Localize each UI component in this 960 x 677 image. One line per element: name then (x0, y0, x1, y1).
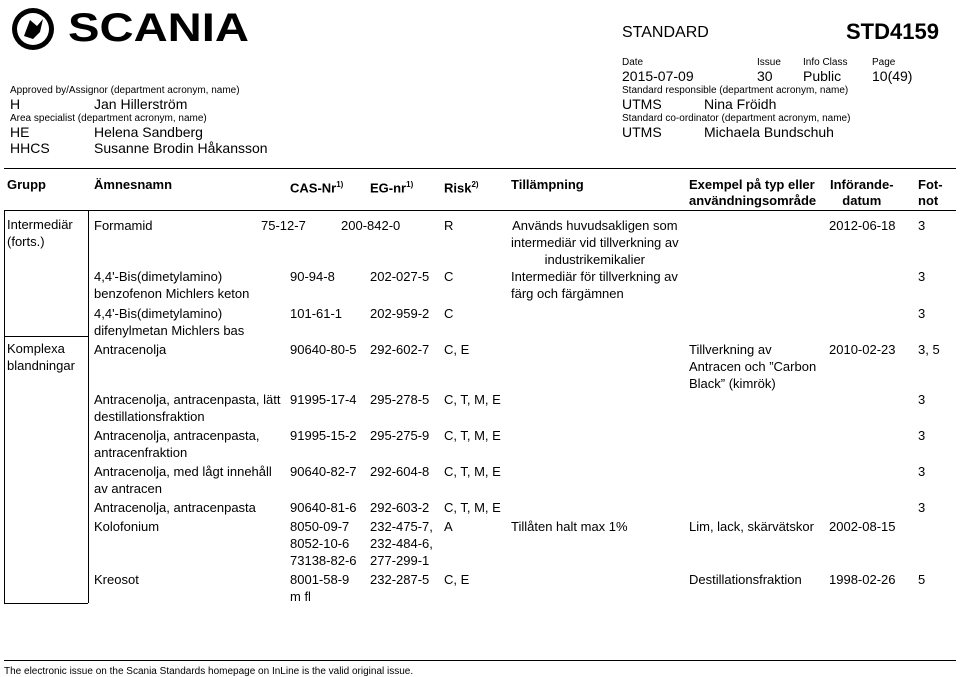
group-divider-rule (4, 336, 88, 337)
group-komplexa: Komplexa blandningar (7, 341, 75, 373)
scania-logo (10, 6, 249, 52)
specialist-1-name: Helena Sandberg (94, 124, 203, 140)
row-8-tillampning: Tillåten halt max 1% (511, 519, 628, 534)
coordinator-name: Michaela Bundschuh (704, 124, 834, 140)
row-9-datum: 1998-02-26 (829, 572, 896, 587)
doc-info-class: Public (803, 68, 842, 84)
row-1-name: 4,4'-Bis(dimetylamino) benzofenon Michlers keton (94, 269, 250, 301)
group-intermediar: Intermediär (forts.) (7, 217, 73, 249)
row-2-fotnot: 3 (918, 306, 926, 321)
row-9-eg: 232-287-5 (370, 572, 430, 587)
row-1-risk: C (444, 269, 454, 284)
row-7-eg: 292-603-2 (370, 500, 430, 515)
doc-type: STANDARD (622, 24, 709, 41)
row-5-cas: 91995-15-2 (290, 428, 357, 443)
row-3-exempel: Tillverkning av Antracen och ”Carbon Black” (kimrök) (689, 342, 817, 391)
group-bottom-rule (4, 603, 88, 604)
doc-issue: 30 (757, 68, 773, 84)
row-8-exempel: Lim, lack, skärvätskor (689, 519, 814, 534)
row-5-name: Antracenolja, antracenpasta, antracenfraktion (94, 428, 260, 460)
logo-wordmark: SCANIA (68, 6, 249, 50)
row-2-eg: 202-959-2 (370, 306, 430, 321)
row-0-cas: 75-12-7 (261, 218, 306, 233)
specialist-label: Area specialist (department acronym, name) (10, 113, 207, 124)
row-1-eg: 202-027-5 (370, 269, 430, 284)
row-0-risk: R (444, 218, 454, 233)
row-0-eg: 200-842-0 (341, 218, 401, 233)
table-top-rule (4, 168, 956, 169)
row-4-risk: C, T, M, E (444, 392, 501, 407)
row-6-fotnot: 3 (918, 464, 926, 479)
header-grupp: Grupp (7, 177, 46, 192)
doc-page: 10(49) (872, 68, 913, 84)
specialist-2-dept: HHCS (10, 140, 50, 156)
row-6-name: Antracenolja, med lågt innehåll av antracen (94, 464, 272, 496)
row-8-risk: A (444, 519, 453, 534)
header-cas-text: CAS-Nr (290, 180, 337, 196)
coordinator-label: Standard co-ordinator (department acronym, name) (622, 113, 851, 124)
row-9-exempel: Destillationsfraktion (689, 572, 802, 587)
approved-label: Approved by/Assignor (department acronym, name) (10, 85, 240, 96)
row-6-cas: 90640-82-7 (290, 464, 357, 479)
row-3-datum: 2010-02-23 (829, 342, 896, 357)
approved-dept: H (10, 96, 21, 112)
griffin-emblem-icon (10, 6, 60, 52)
row-8-eg: 232-475-7, 232-484-6, 277-299-1 (370, 519, 433, 568)
row-1-tillampning: Intermediär för tillverkning av färg och färgämnen (511, 269, 678, 301)
header-cas-sup: 1) (336, 180, 344, 189)
responsible-name: Nina Fröidh (704, 96, 777, 112)
row-9-fotnot: 5 (918, 572, 926, 587)
row-3-eg: 292-602-7 (370, 342, 430, 357)
responsible-label: Standard responsible (department acronym, name) (622, 85, 849, 96)
row-6-eg: 292-604-8 (370, 464, 430, 479)
row-4-fotnot: 3 (918, 392, 926, 407)
header-bottom-rule (4, 210, 956, 211)
page-label: Page (872, 57, 896, 68)
issue-label: Issue (757, 57, 781, 68)
row-2-cas: 101-61-1 (290, 306, 343, 321)
specialist-1-dept: HE (10, 124, 30, 140)
date-label: Date (622, 57, 644, 68)
group-left-border (4, 210, 5, 603)
footer-note: The electronic issue on the Scania Standards homepage on InLine is the valid original issue. (4, 666, 414, 677)
row-1-cas: 90-94-8 (290, 269, 335, 284)
doc-date: 2015-07-09 (622, 68, 694, 84)
info-class-label: Info Class (803, 57, 848, 68)
header-eg-sup: 1) (406, 180, 414, 189)
header-exempel: Exempel på typ eller användningsområde (689, 177, 817, 208)
header-amnesnamn: Ämnesnamn (94, 177, 173, 192)
header-eg-text: EG-nr (370, 180, 407, 196)
row-7-fotnot: 3 (918, 500, 926, 515)
header-risk (444, 177, 479, 196)
responsible-dept: UTMS (622, 96, 662, 112)
row-0-tillampning: Används huvudsakligen som intermediär vid tillverkning av industrikemikalier (511, 218, 679, 267)
row-3-fotnot: 3, 5 (918, 342, 940, 357)
row-3-risk: C, E (444, 342, 470, 357)
row-3-name: Antracenolja (94, 342, 167, 357)
row-0-datum: 2012-06-18 (829, 218, 896, 233)
row-0-fotnot: 3 (918, 218, 926, 233)
row-5-eg: 295-275-9 (370, 428, 430, 443)
group-right-border (88, 210, 89, 603)
approved-name: Jan Hillerström (94, 96, 188, 112)
doc-number: STD4159 (846, 19, 939, 44)
row-8-name: Kolofonium (94, 519, 160, 534)
row-1-fotnot: 3 (918, 269, 926, 284)
row-7-cas: 90640-81-6 (290, 500, 357, 515)
row-7-risk: C, T, M, E (444, 500, 501, 515)
row-4-eg: 295-278-5 (370, 392, 430, 407)
header-fotnot: Fot- not (918, 177, 943, 208)
row-4-cas: 91995-17-4 (290, 392, 357, 407)
row-9-cas: 8001-58-9 m fl (290, 572, 350, 604)
row-0-name: Formamid (94, 218, 153, 233)
row-9-name: Kreosot (94, 572, 139, 587)
header-inforande: Införande- datum (830, 177, 894, 208)
header-cas (290, 177, 343, 196)
row-2-risk: C (444, 306, 454, 321)
header-risk-text: Risk (444, 180, 472, 196)
row-9-risk: C, E (444, 572, 470, 587)
row-8-cas: 8050-09-7 8052-10-6 73138-82-6 (290, 519, 357, 568)
coordinator-dept: UTMS (622, 124, 662, 140)
header-risk-sup: 2) (471, 180, 479, 189)
row-3-cas: 90640-80-5 (290, 342, 357, 357)
row-7-name: Antracenolja, antracenpasta (94, 500, 256, 515)
row-8-datum: 2002-08-15 (829, 519, 896, 534)
row-4-name: Antracenolja, antracenpasta, lätt destillationsfraktion (94, 392, 281, 424)
header-tillampning: Tillämpning (511, 177, 584, 192)
footer-rule (4, 660, 956, 661)
header-eg (370, 177, 413, 196)
row-6-risk: C, T, M, E (444, 464, 501, 479)
row-5-fotnot: 3 (918, 428, 926, 443)
specialist-2-name: Susanne Brodin Håkansson (94, 140, 268, 156)
row-5-risk: C, T, M, E (444, 428, 501, 443)
row-2-name: 4,4'-Bis(dimetylamino) difenylmetan Michlers bas (94, 306, 245, 338)
